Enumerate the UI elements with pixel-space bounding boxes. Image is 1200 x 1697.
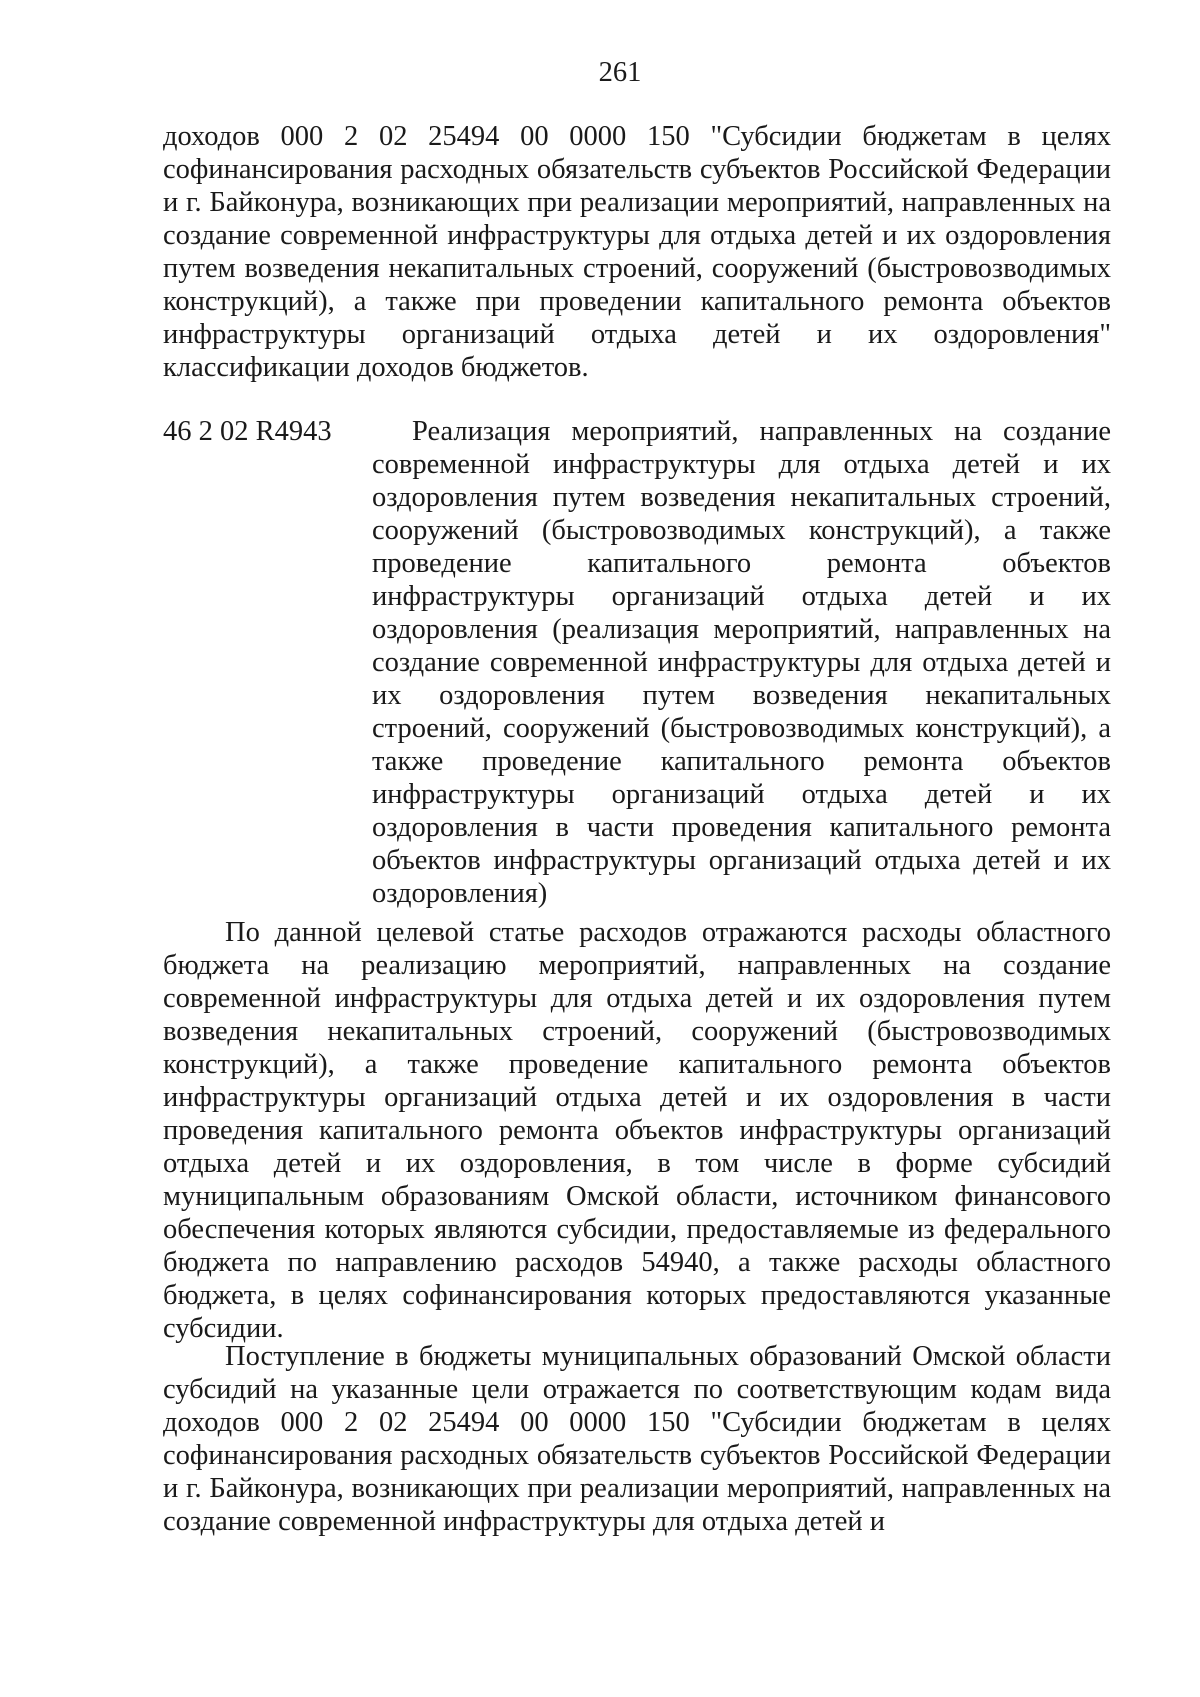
intro-paragraph: доходов 000 2 02 25494 00 0000 150 "Субсидии бюджетам в целях софинансирования расходных обязательств субъектов Российской Федерации и г. Байконура, возникающих при реализации мероприятий, направленных на создание современной инфраструктуры для отдыха детей и их оздоровления путем возведения некапитальных строений, сооружений (быстровозводимых конструкций), а также при проведении капитального ремонта объектов инфраструктуры организаций отдыха детей и их оздоровления" классификации доходов бюджетов. <box>163 121 1111 383</box>
classification-code: 46 2 02 R4943 <box>163 416 332 447</box>
page-number: 261 <box>598 57 642 88</box>
body-paragraph-2: Поступление в бюджеты муниципальных образований Омской области субсидий на указанные цели отражается по соответствующим кодам вида доходов 000 2 02 25494 00 0000 150 "Субсидии бюджетам в целях софинансирования расходных обязательств субъектов Российской Федерации и г. Байконура, возникающих при реализации мероприятий, направленных на создание современной инфраструктуры для отдыха детей и <box>163 1341 1111 1537</box>
classification-description: Реализация мероприятий, направленных на создание современной инфраструктуры для отдыха детей и их оздоровления путем возведения некапитальных строений, сооружений (быстровозводимых конструкций), а также проведение капитального ремонта объектов инфраструктуры организаций отдыха детей и их оздоровления (реализация мероприятий, направленных на создание современной инфраструктуры для отдыха детей и их оздоровления путем возведения некапитальных строений, сооружений (быстровозводимых конструкций), а также проведение капитального ремонта объектов инфраструктуры организаций отдыха детей и их оздоровления в части проведения капитального ремонта объектов инфраструктуры организаций отдыха детей и их оздоровления) <box>372 416 1111 909</box>
body-paragraph-1: По данной целевой статье расходов отражаются расходы областного бюджета на реализацию мероприятий, направленных на создание современной инфраструктуры для отдыха детей и их оздоровления путем возведения некапитальных строений, сооружений (быстровозводимых конструкций), а также проведение капитального ремонта объектов инфраструктуры организаций отдыха детей и их оздоровления в части проведения капитального ремонта объектов инфраструктуры организаций отдыха детей и их оздоровления, в том числе в форме субсидий муниципальным образованиям Омской области, источником финансового обеспечения которых являются субсидии, предоставляемые из федерального бюджета по направлению расходов 54940, а также расходы областного бюджета, в целях софинансирования которых предоставляются указанные субсидии. <box>163 917 1111 1344</box>
